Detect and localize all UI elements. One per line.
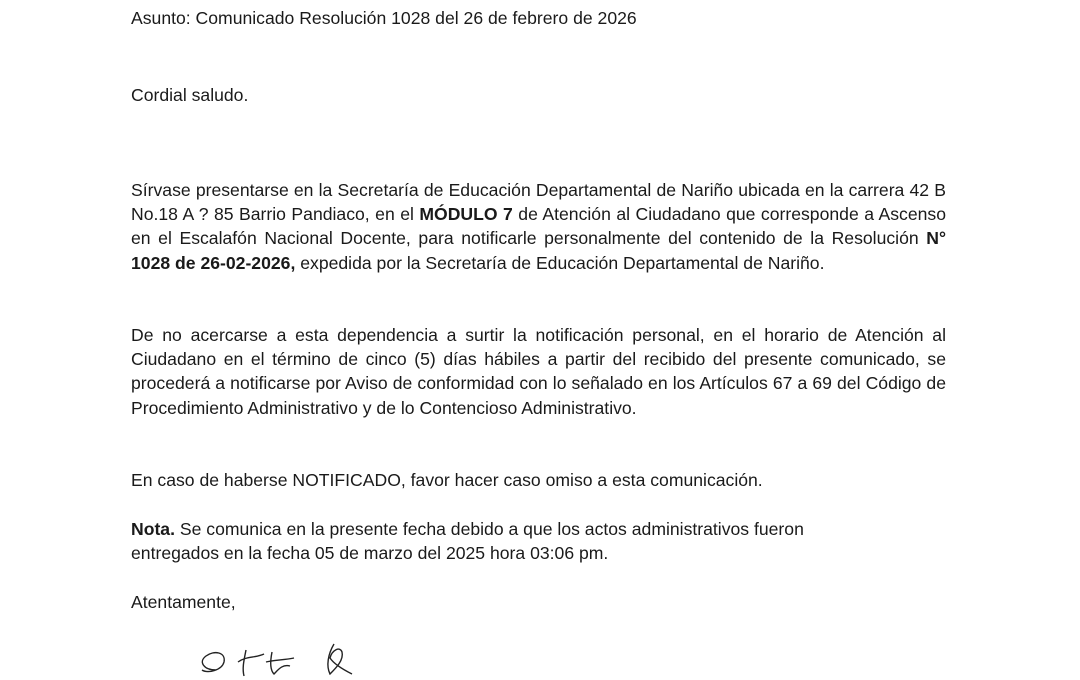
closing: Atentamente,: [131, 592, 236, 612]
greeting: Cordial saludo.: [131, 85, 249, 105]
resolution-number: N° 1028 de 26-02-2026,: [131, 228, 946, 273]
module-number: MÓDULO 7: [419, 204, 513, 225]
subject-line: Asunto: Comunicado Resolución 1028 del 26 de febrero de 2026: [131, 8, 637, 28]
paragraph-summons-part3: expedida por la Secretaría de Educación Departamental de Nariño.: [295, 252, 825, 273]
handwritten-signature: [194, 640, 364, 680]
paragraph-summons-part1: Sírvase presentarse en la Secretaría de Educación Departamental de Nariño ubicada en la carrera 42 B No.18 A ? 85 Barrio Pandiaco, en el: [131, 180, 946, 225]
note-label: Nota.: [131, 519, 175, 539]
paragraph-summons: [131, 178, 946, 275]
letter-page: [131, 0, 946, 675]
paragraph-omit: En caso de haberse NOTIFICADO, favor hacer caso omiso a esta comunicación.: [131, 470, 763, 490]
paragraph-notice: De no acercarse a esta dependencia a surtir la notificación personal, en el horario de Atención al Ciudadano en el término de cinco (5) días hábiles a partir del recibido del presente comunicado, se procederá a notificarse por Aviso de conformidad con lo señalado en los Artículos 67 a 69 del Código de Procedimiento Administrativo y de lo Contencioso Administrativo.: [131, 325, 946, 418]
note-text: Se comunica en la presente fecha debido a que los actos administrativos fueron entregados en la fecha 05 de marzo del 2025 hora 03:06 pm.: [131, 519, 804, 564]
paragraph-note: [131, 517, 871, 565]
paragraph-summons-part2: de Atención al Ciudadano que corresponde a Ascenso en el Escalafón Nacional Docente, para notificarle personalmente del contenido de la Resolución: [131, 204, 946, 249]
